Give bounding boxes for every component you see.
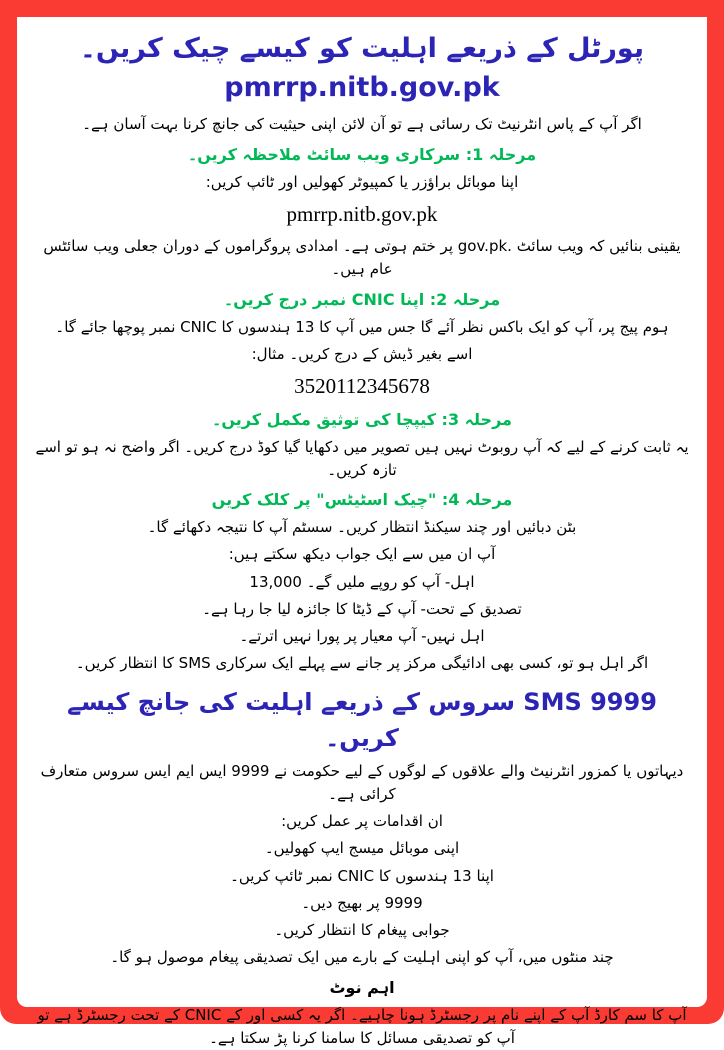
step4-heading: مرحلہ 4: "چیک اسٹیٹس" پر کلک کریں	[211, 490, 513, 510]
sms-steps-intro: ان اقدامات پر عمل کریں:	[281, 812, 443, 831]
important-note-text: آپ کا سم کارڈ آپ کے اپنے نام پر رجسٹرڈ ہونا چاہیے۔ اگر یہ کسی اور کے CNIC کے تحت رجسٹرڈ ہے تو آپ کو تصدیقی مسائل کا سامنا کرنا پڑ سکتا ہے۔	[37, 1005, 687, 1047]
step3-instruction: یہ ثابت کرنے کے لیے کہ آپ روبوٹ نہیں ہیں تصویر میں دکھایا گیا کوڈ درج کریں۔ اگر واضح نہ ہو تو اسے تازہ کریں۔	[35, 437, 689, 479]
sms-wait-advice: اگر اہل ہو تو، کسی بھی ادائیگی مرکز پر جانے سے پہلے ایک سرکاری SMS کا انتظار کریں۔	[75, 654, 649, 673]
step1-heading: مرحلہ 1: سرکاری ویب سائٹ ملاحظہ کریں۔	[187, 144, 537, 164]
portal-title: پورٹل کے ذریعے اہلیت کو کیسے چیک کریں۔ pmrrp.nitb.gov.pk	[80, 33, 644, 104]
response-eligible: اہل- آپ کو روپے ملیں گے۔ 13,000	[249, 572, 475, 591]
sms-result: چند منٹوں میں، آپ کو اپنی اہلیت کے بارے میں ایک تصدیقی پیغام موصول ہو گا۔	[110, 948, 614, 967]
step1-instruction: اپنا موبائل براؤزر یا کمپیوٹر کھولیں اور ٹائپ کریں:	[205, 172, 519, 191]
sms-step-open-app: اپنی موبائل میسج ایپ کھولیں۔	[264, 839, 460, 858]
step3-heading: مرحلہ 3: کیپچا کی توثیق مکمل کریں۔	[212, 409, 512, 429]
cnic-example: 3520112345678	[294, 374, 430, 399]
response-under-verification: تصدیق کے تحت- آپ کے ڈیٹا کا جائزہ لیا جا رہا ہے۔	[202, 599, 522, 618]
sms-intro: دیہاتوں یا کمزور انٹرنیٹ والے علاقوں کے لوگوں کے لیے حکومت نے 9999 ایس ایم ایس سروس متعارف کرائی ہے۔	[40, 761, 684, 803]
portal-intro: اگر آپ کے پاس انٹرنیٹ تک رسائی ہے تو آن لائن اپنی حیثیت کی جانچ کرنا بہت آسان ہے۔	[82, 115, 642, 134]
step2-instruction: ہوم پیج پر، آپ کو ایک باکس نظر آئے گا جس میں آپ کا 13 ہندسوں کا CNIC نمبر پوچھا جائے گا۔	[55, 317, 669, 336]
response-not-eligible: اہل نہیں- آپ معیار پر پورا نہیں اترتے۔	[239, 627, 485, 646]
responses-intro: آپ ان میں سے ایک جواب دیکھ سکتے ہیں:	[228, 545, 496, 564]
flyer-content	[17, 17, 707, 1047]
sms-section-title: SMS 9999 سروس کے ذریعے اہلیت کی جانچ کیسے کریں۔	[67, 687, 657, 752]
sms-step-wait-reply: جوابی پیغام کا انتظار کریں۔	[274, 921, 450, 940]
sms-step-send: 9999 پر بھیج دیں۔	[301, 893, 423, 912]
step4-instruction: بٹن دبائیں اور چند سیکنڈ انتظار کریں۔ سسٹم آپ کا نتیجہ دکھائے گا۔	[147, 518, 577, 537]
portal-url: pmrrp.nitb.gov.pk	[286, 201, 438, 226]
step1-warning: یقینی بنائیں کہ ویب سائٹ .gov.pk پر ختم ہوتی ہے۔ امدادی پروگراموں کے دوران جعلی ویب سائٹس عام ہیں۔	[43, 237, 681, 279]
sms-step-type-cnic: اپنا 13 ہندسوں کا CNIC نمبر ٹائپ کریں۔	[230, 866, 494, 885]
step2-format-hint: اسے بغیر ڈیش کے درج کریں۔ مثال:	[251, 344, 473, 363]
important-note-heading: اہم نوٹ	[329, 977, 395, 997]
step2-heading: مرحلہ 2: اپنا CNIC نمبر درج کریں۔	[223, 289, 501, 309]
